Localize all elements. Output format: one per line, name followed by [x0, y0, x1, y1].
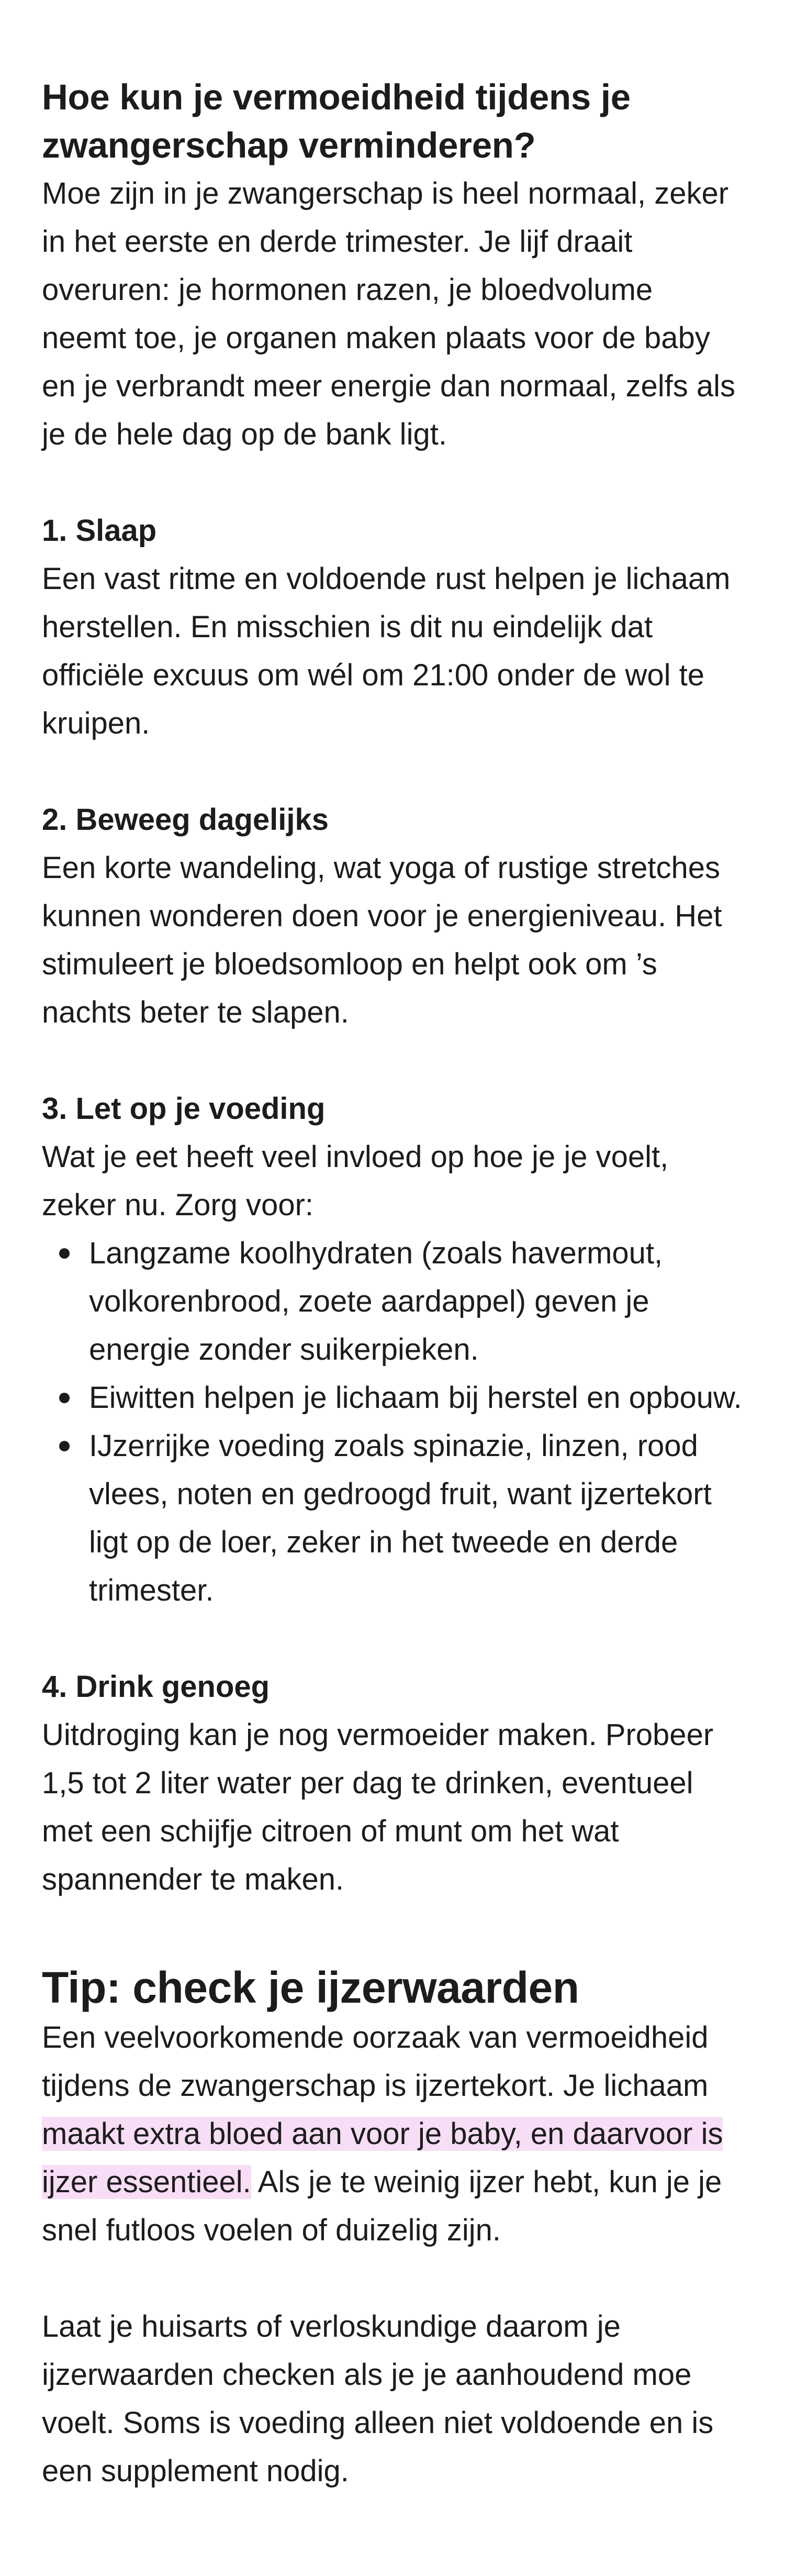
section-drink	[42, 1663, 744, 1904]
section-title: 4. Drink genoeg	[42, 1670, 270, 1704]
bullet-icon	[59, 1248, 70, 1259]
tip-paragraph-2: Laat je huisarts of verloskundige daarom je ijzerwaarden checken als je je aanhoudend moe voelt. Soms is voeding alleen niet voldoende en is een supplement nodig.	[42, 2309, 714, 2488]
highlighted-text: maakt extra bloed aan voor je baby, en daarvoor is ijzer essentieel.	[42, 2117, 723, 2199]
paragraph-spacer	[42, 2255, 744, 2303]
section-text: Een korte wandeling, wat yoga of rustige stretches kunnen wonderen doen voor je energieniveau. Het stimuleert je bloedsomloop en helpt ook om ’s nachts beter te slapen.	[42, 851, 722, 1029]
bullet-icon	[59, 1441, 70, 1451]
list-item-text: Eiwitten helpen je lichaam bij herstel en opbouw.	[89, 1381, 742, 1415]
section-title: 3. Let op je voeding	[42, 1092, 326, 1126]
list-item-text: IJzerrijke voeding zoals spinazie, linzen, rood vlees, noten en gedroogd fruit, want ijzertekort ligt op de loer, zeker in het tweede en derde trimester.	[89, 1429, 712, 1607]
list-item	[42, 1422, 744, 1615]
section-title: 2. Beweeg dagelijks	[42, 803, 329, 837]
section-text: Een vast ritme en voldoende rust helpen je lichaam herstellen. En misschien is dit nu eindelijk dat officiële excuus om wél om 21:00 onder de wol te kruipen.	[42, 562, 731, 740]
tip-text-before: Een veelvoorkomende oorzaak van vermoeidheid tijdens de zwangerschap is ijzertekort. Je lichaam	[42, 2020, 709, 2103]
section-text: Wat je eet heeft veel invloed op hoe je je voelt, zeker nu. Zorg voor:	[42, 1140, 669, 1222]
section-title: 1. Slaap	[42, 514, 157, 548]
tip-text-after: Als je te weinig ijzer hebt, kun je je snel futloos voelen of duizelig zijn.	[42, 2165, 722, 2247]
voeding-bullet-list	[42, 1229, 744, 1615]
list-item	[42, 1374, 744, 1422]
tip-paragraph-1	[42, 2014, 744, 2255]
article-heading: Hoe kun je vermoeidheid tijdens je zwangerschap verminderen?	[42, 77, 631, 165]
tip-section	[42, 1961, 744, 2495]
bullet-icon	[59, 1393, 70, 1403]
section-voeding	[42, 1085, 744, 1615]
list-item-text: Langzame koolhydraten (zoals havermout, volkorenbrood, zoete aardappel) geven je energie zonder suikerpieken.	[89, 1236, 663, 1367]
tip-heading: Tip: check je ijzerwaarden	[42, 1963, 579, 2012]
section-slaap	[42, 507, 744, 748]
section-text: Uitdroging kan je nog vermoeider maken. Probeer 1,5 tot 2 liter water per dag te drinken, eventueel met een schijfje citroen of munt om het wat spannender te maken.	[42, 1718, 714, 1896]
list-item	[42, 1229, 744, 1374]
section-beweeg	[42, 796, 744, 1037]
intro-paragraph: Moe zijn in je zwangerschap is heel normaal, zeker in het eerste en derde trimester. Je lijf draait overuren: je hormonen razen, je bloedvolume neemt toe, je organen maken plaats voor de baby en je verbrandt meer energie dan normaal, zelfs als je de hele dag op de bank ligt.	[42, 176, 736, 451]
